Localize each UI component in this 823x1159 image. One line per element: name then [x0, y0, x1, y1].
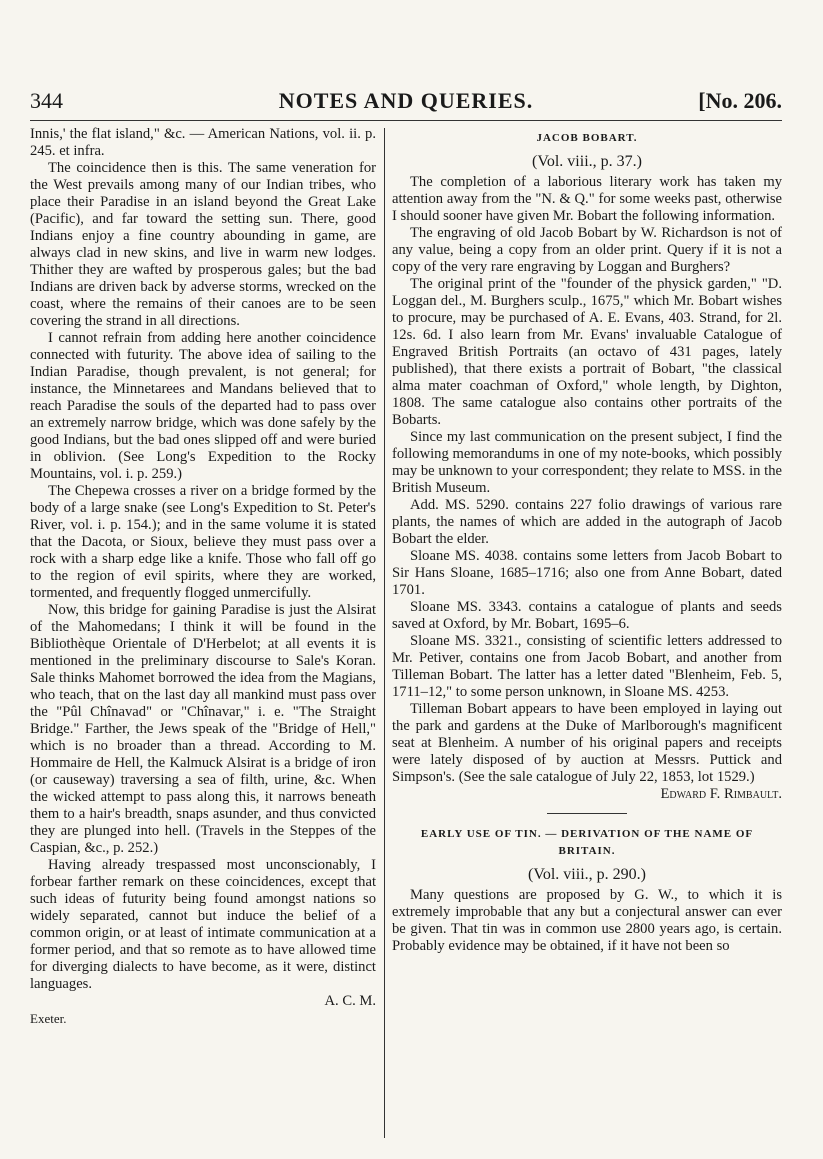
paragraph: I cannot refrain from adding here another coincidence connected with futurity. The above idea of sailing to the Indian Paradise, though prevalent, is not general; for instance, the Minnetarees and Mandans believed that to reach Paradise the souls of the departed had to pass over an extremely narrow bridge, which was done safely by the good Indians, but the bad ones slipped off and were buried in oblivion. (See Long's Expedition to the Rocky Mountains, vol. i. p. 259.) — [30, 330, 376, 482]
paragraph: Since my last communication on the present subject, I find the following memorandums in one of my note-books, which possibly may be unknown to your correspondent; they relate to MSS. in the British Museum. — [392, 429, 782, 496]
paragraph: Many questions are proposed by G. W., to which it is extremely improbable that any but a conjectural answer can ever be given. That tin was in common use 2800 years ago, is certain. Probably evidence may be obtained, if it have not been so — [392, 887, 782, 954]
signature: Edward F. Rimbault. — [660, 786, 782, 802]
section-title: EARLY USE OF TIN. — DERIVATION OF THE NAME OF BRITAIN. — [420, 828, 754, 857]
column-divider — [384, 128, 385, 1138]
place-line: Exeter. — [30, 1011, 67, 1026]
paragraph: Sloane MS. 3321., consisting of scientific letters addressed to Mr. Petiver, contains one from Jacob Bobart, and another from Tilleman Bobart. The latter has a letter dated "Blenheim, Feb. 5, 1711–12," to some person unknown, in Sloane MS. 4253. — [392, 633, 782, 700]
paragraph: The completion of a laborious literary work has taken my attention away from the "N. & Q." for some weeks past, otherwise I should sooner have given Mr. Bobart the following information. — [392, 174, 782, 224]
paragraph: Tilleman Bobart appears to have been employed in laying out the park and gardens at the Duke of Marlborough's magnificent seat at Blenheim. A number of his original papers and receipts were lately disposed of by auction at Messrs. Puttick and Simpson's. (See the sale catalogue of July 22, 1853, lot 1529.) — [392, 701, 782, 785]
paragraph: Sloane MS. 3343. contains a catalogue of plants and seeds saved at Oxford, by Mr. Bobart, 1695–6. — [392, 599, 782, 632]
signature: A. C. M. — [324, 993, 376, 1009]
paragraph: Now, this bridge for gaining Paradise is just the Alsirat of the Mahomedans; I think it will be found in the Bibliothèque Orientale of D'Herbelot; at all events it is mentioned in the preliminary discourse to Sale's Koran. Sale thinks Mahomet borrowed the idea from the Magians, who teach, that on the last day all mankind must pass over the "Pûl Chînavad" or "Chînavar," i. e. "The Straight Bridge." Farther, the Jews speak of the "Bridge of Hell," which is no broader than a thread. According to M. Hommaire de Hell, the Kalmuck Alsirat is a bridge of iron (or causeway) traversing a sea of filth, urine, &c. When the wicked attempt to pass along this, it narrows beneath them to a hair's breadth, snaps asunder, and thus convicted they are plunged into hell. (Travels in the Steppes of the Caspian, &c., p. 252.) — [30, 602, 376, 856]
running-header — [30, 88, 782, 118]
right-column — [392, 126, 782, 955]
paragraph: The original print of the "founder of the physick garden," "D. Loggan del., M. Burghers sculp., 1675," which Mr. Bobart wishes to procure, may be purchased of A. E. Evans, 403. Strand, for 2l. 12s. 6d. I also learn from Mr. Evans' invaluable Catalogue of Engraved British Portraits (an octavo of 431 pages, lately published), that there exists a portrait of Bobart, "the classical alma mater coachman of Oxford," whole length, by Dighton, 1808. The same catalogue also contains other portraits of the Bobarts. — [392, 276, 782, 428]
paragraph: The coincidence then is this. The same veneration for the West prevails among many of our Indian tribes, who place their Paradise in an island beyond the Great Lake (Pacific), and far toward the setting sun. There, good Indians enjoy a fine country abounding in game, are always clad in new skins, and live in warm new lodges. Thither they are wafted by prosperous gales; but the bad Indians are driven back by adverse storms, wrecked on the coast, where the remains of their canoes are to be seen covering the strand in all directions. — [30, 160, 376, 329]
paragraph: Having already trespassed most unconscionably, I forbear farther remark on these coincidences, except that such ideas of futurity being found amongst nations so widely separated, cannot but induce the belief of a common origin, or at least of intimate communication at a former period, and that so remote as to have allowed time for diverging dialects to have become, as it were, distinct languages. — [30, 857, 376, 992]
section-rule — [547, 813, 627, 814]
paragraph: Sloane MS. 4038. contains some letters from Jacob Bobart to Sir Hans Sloane, 1685–1716; also one from Anne Bobart, dated 1701. — [392, 548, 782, 598]
issue-number: [No. 206. — [698, 88, 782, 113]
left-column — [30, 126, 376, 1027]
section-reference: (Vol. viii., p. 290.) — [528, 866, 646, 883]
section-reference: (Vol. viii., p. 37.) — [532, 153, 642, 170]
header-rule — [30, 120, 782, 121]
paragraph: The engraving of old Jacob Bobart by W. Richardson is not of any value, being a copy from an older print. Query if it is not a copy of the very rare engraving by Loggan and Burghers? — [392, 225, 782, 275]
paragraph: The Chepewa crosses a river on a bridge formed by the body of a large snake (see Long's Expedition to St. Peter's River, vol. i. p. 154.); and in the same volume it is stated that the Dacota, or Sioux, believe they must pass over a rock with a sharp edge like a knife. Those who fall off go to the region of evil spirits, where they are worked, tormented, and frequently flogged unmercifully. — [30, 483, 376, 601]
journal-title: NOTES AND QUERIES. — [278, 88, 534, 113]
section-title: JACOB BOBART. — [536, 132, 638, 144]
page-number: 344 — [30, 88, 63, 113]
paragraph: Innis,' the flat island," &c. — American Nations, vol. ii. p. 245. et infra. — [30, 126, 376, 159]
paragraph: Add. MS. 5290. contains 227 folio drawings of various rare plants, the names of which are added in the autograph of Jacob Bobart the elder. — [392, 497, 782, 547]
